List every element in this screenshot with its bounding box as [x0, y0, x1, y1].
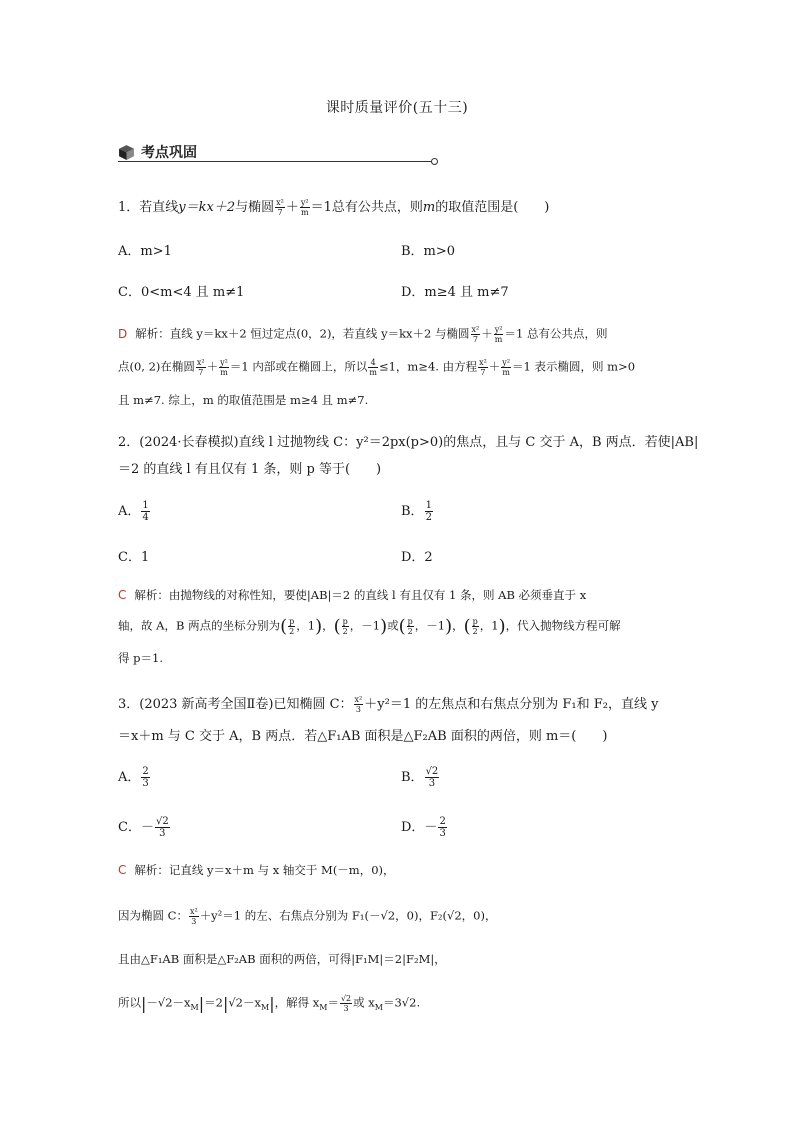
question-3-stem-line-2: ＝x＋m 与 C 交于 A，B 两点．若△F₁AB 面积是△F₂AB 面积的两倍，则 m＝( ) — [118, 729, 608, 744]
q1-option-b: B．m>0 — [401, 244, 456, 259]
q1-solution-line-2: 点(0, 2)在椭圆 $\frac{\text{x²}}{7}$ ＋ $\frac{\text{y²}}{m}$ ＝1 内部或在椭圆上，所以 $\frac{4}{m}$ ≤1，m≥4. 由方程 $\frac{\text{x²}}{7}$ ＋ $\frac{\text{y²}}{m}$ ＝1 表示椭圆，则 m>0 — [118, 358, 636, 377]
q2-answer: C — [118, 588, 127, 602]
q3-solution-line-2: 因为椭圆 C： $\frac{\text{x²}}{3}$ ＋y²＝1 的左、右焦点分别为 F₁(－√2，0)，F₂(√2，0)， — [118, 907, 497, 926]
question-3-stem-line-1: 3．(2023 新高考全国Ⅱ卷)已知椭圆 C： $\frac{\text{x²}}{3}$ ＋y²＝1 的左焦点和右焦点分别为 F₁和 F₂，直线 y — [118, 695, 659, 714]
divider-end-dot — [431, 158, 438, 165]
q1-option-c: C．0<m<4 且 m≠1 — [118, 285, 245, 300]
q3-answer: C — [118, 863, 127, 877]
q2-option-a: A． $\frac{1}{4}$ — [118, 500, 149, 523]
q3-solution-line-1: C 解析：记直线 y＝x＋m 与 x 轴交于 M(－m，0)， — [118, 863, 395, 877]
section-header — [118, 142, 197, 162]
q3-solution-line-3: 且由△F₁AB 面积是△F₂AB 面积的两倍，可得|F₁M|＝2|F₂M|， — [118, 952, 446, 966]
page-title: 课时质量评价(五十三) — [325, 100, 469, 116]
q2-solution-line-3: 得 p＝1. — [118, 651, 163, 665]
q2-option-c: C．1 — [118, 550, 150, 565]
q2-solution-line-1: C 解析：由抛物线的对称性知，要使|AB|＝2 的直线 l 有且仅有 1 条，则 AB 必须垂直于 x — [118, 588, 587, 602]
q3-option-a: A． $\frac{2}{3}$ — [118, 766, 149, 789]
q1-option-d: D．m≥4 且 m≠7 — [401, 285, 509, 300]
q3-option-c: C．－ $\frac{√2}{3}$ — [118, 816, 169, 839]
q1-option-a: A．m>1 — [118, 244, 172, 259]
q3-solution-line-4: 所以$|-√2-x_M|=2|√2-x_M|$，解得 $x_M=$ $\frac{√2}{3}$ 或 $x_M=3√2$. — [118, 994, 421, 1013]
cube-icon — [118, 144, 135, 161]
q3-option-b: B． $\frac{√2}{3}$ — [401, 766, 439, 789]
q1-solution-line-3: 且 m≠7. 综上，m 的取值范围是 m≥4 且 m≠7. — [118, 393, 369, 407]
question-1-stem: 1．若直线y＝kx＋2与椭圆 $\frac{\text{x²}}{7}$ ＋ $\frac{\text{y²}}{m}$ ＝1总有公共点，则m的取值范围是( ) — [118, 198, 550, 217]
q2-option-d: D．2 — [401, 550, 433, 565]
section-divider — [118, 161, 432, 162]
fraction: $\frac{\text{y²}}{m}$ — [300, 198, 309, 217]
question-2-stem-line-1: 2．(2024·长春模拟)直线 l 过抛物线 C：y²＝2px(p>0)的焦点，且与 C 交于 A，B 两点．若使|AB| — [118, 435, 699, 450]
question-2-stem-line-2: ＝2 的直线 l 有且仅有 1 条，则 p 等于( ) — [118, 462, 382, 477]
q2-option-b: B． $\frac{1}{2}$ — [401, 500, 432, 523]
section-label: 考点巩固 — [141, 145, 197, 161]
fraction: $\frac{\text{x²}}{7}$ — [276, 198, 284, 217]
q1-solution-line-1: D 解析：直线 y＝kx＋2 恒过定点(0，2)，若直线 y＝kx＋2 与椭圆 $\frac{\text{x²}}{7}$ ＋ $\frac{\text{y²}}{m}$ ＝1 总有公共点，则 — [118, 325, 608, 344]
q3-option-d: D．－ $\frac{2}{3}$ — [401, 816, 446, 839]
q2-solution-line-2: 轴，故 A，B 两点的坐标分别为( $\frac{p}{2}$ ，1)，( $\frac{p}{2}$ ，－1)或( $\frac{p}{2}$ ，－1)，( $\frac{p}{2}$ ，1)，代入抛物线方程可解 — [118, 616, 621, 637]
q1-answer: D — [118, 326, 128, 341]
